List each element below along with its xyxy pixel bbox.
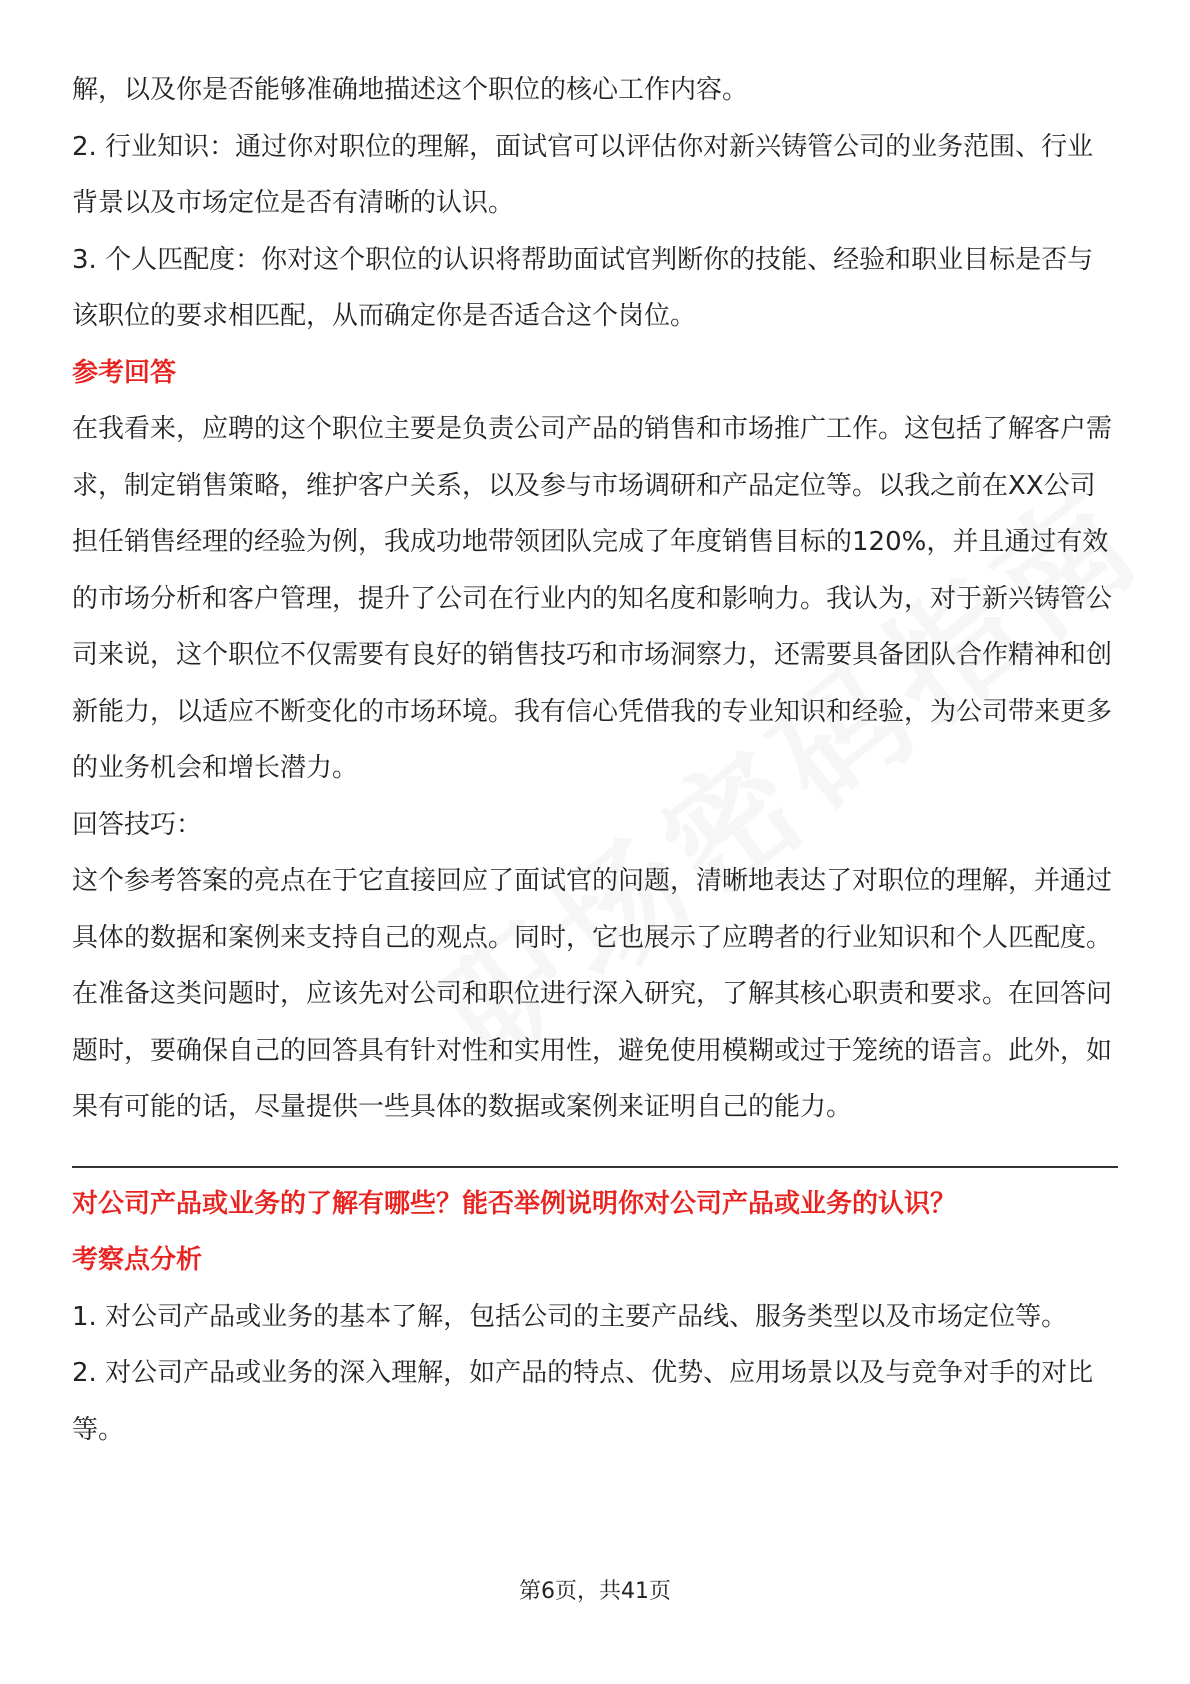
answer-tips-label: 回答技巧： [72, 809, 203, 840]
reference-answer-body: 在我看来，应聘的这个职位主要是负责公司产品的销售和市场推广工作。这包括了解客户需求，制定销售策略，维护客户关系，以及参与市场调研和产品定位等。以我之前在XX公司担任销售经理的经验为例，我成功地带领团队完成了年度销售目标的120%，并且通过有效的市场分析和客户管理，提升了公司在行业内的知名度和影响力。我认为，对于新兴铸管公司来说，这个职位不仅需要有良好的销售技巧和市场洞察力，还需要具备团队合作精神和创新能力，以适应不断变化的市场环境。我有信心凭借我的专业知识和经验，为公司带来更多的业务机会和增长潜力。 [72, 414, 1113, 783]
analysis-item-fit: 3. 个人匹配度：你对这个职位的认识将帮助面试官判断你的技能、经验和职业目标是否与该职位的要求相匹配，从而确定你是否适合这个岗位。 [72, 244, 1094, 331]
answer-tips-body: 这个参考答案的亮点在于它直接回应了面试官的问题，清晰地表达了对职位的理解，并通过具体的数据和案例来支持自己的观点。同时，它也展示了应聘者的行业知识和个人匹配度。在准备这类问题时，应该先对公司和职位进行深入研究，了解其核心职责和要求。在回答问题时，要确保自己的回答具有针对性和实用性，避免使用模糊或过于笼统的语言。此外，如果有可能的话，尽量提供一些具体的数据或案例来证明自己的能力。 [72, 866, 1113, 1122]
reference-answer-heading: 参考回答 [72, 357, 177, 388]
analysis-heading: 考察点分析 [72, 1245, 203, 1275]
section-divider [72, 1166, 1118, 1168]
page-number: 第6页，共41页 [519, 1579, 671, 1604]
analysis-item-2: 2. 对公司产品或业务的深入理解，如产品的特点、优势、应用场景以及与竞争对手的对比等。 [72, 1358, 1094, 1445]
analysis-continuation [72, 62, 1118, 345]
question-title: 对公司产品或业务的了解有哪些？能否举例说明你对公司产品或业务的认识？ [72, 1188, 957, 1219]
analysis-item-1: 1. 对公司产品或业务的基本了解，包括公司的主要产品线、服务类型以及市场定位等。 [72, 1301, 1068, 1332]
next-question-section [72, 1176, 1118, 1459]
page-content [72, 62, 1118, 1458]
reference-answer-section [72, 345, 1118, 1136]
analysis-item-industry: 2. 行业知识：通过你对职位的理解，面试官可以评估你对新兴铸管公司的业务范围、行业背景以及市场定位是否有清晰的认识。 [72, 131, 1094, 218]
analysis-line-1: 解，以及你是否能够准确地描述这个职位的核心工作内容。 [72, 75, 749, 105]
